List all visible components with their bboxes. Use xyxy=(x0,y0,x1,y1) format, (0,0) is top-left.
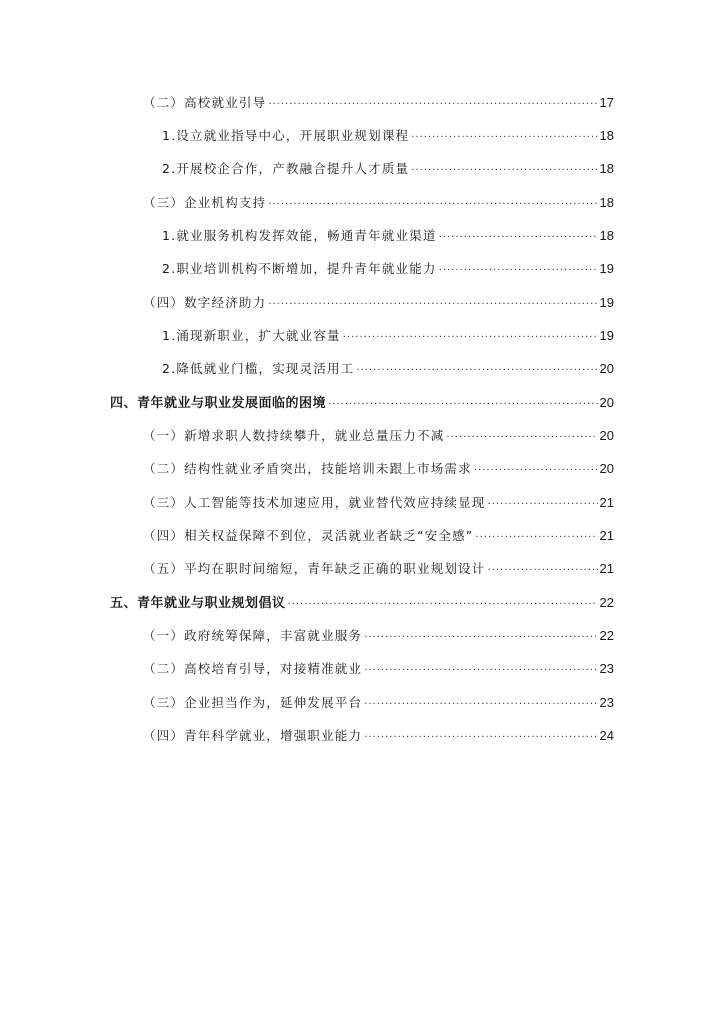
toc-page-number: 19 xyxy=(599,328,614,343)
toc-leader-dots xyxy=(364,727,597,749)
toc-entry[interactable] xyxy=(143,425,614,447)
toc-entry-title: （三）企业机构支持 xyxy=(143,195,267,210)
toc-entry-title: （二）结构性就业矛盾突出，技能培训未跟上市场需求 xyxy=(143,461,472,476)
toc-leader-dots xyxy=(439,260,598,282)
toc-entry[interactable] xyxy=(143,625,614,647)
toc-page-number: 23 xyxy=(599,695,614,710)
toc-leader-dots xyxy=(474,460,598,482)
toc-page-number: 20 xyxy=(599,428,614,443)
toc-entry-title: （三）企业担当作为，延伸发展平台 xyxy=(143,695,363,710)
toc-page-number: 17 xyxy=(599,95,614,110)
toc-leader-dots xyxy=(446,427,597,449)
toc-leader-dots xyxy=(288,594,598,616)
toc-entry-title: （四）数字经济助力 xyxy=(143,295,267,310)
toc-page-number: 23 xyxy=(599,661,614,676)
toc-page-number: 19 xyxy=(599,261,614,276)
toc-entry-title: 五、青年就业与职业规划倡议 xyxy=(110,596,286,611)
toc-leader-dots xyxy=(268,94,597,116)
toc-entry-title: 2.降低就业门槛，实现灵活用工 xyxy=(162,361,355,376)
toc-leader-dots xyxy=(411,127,597,149)
toc-chapter-entry[interactable] xyxy=(110,592,614,614)
toc-entry-title: 2.开展校企合作，产教融合提升人才质量 xyxy=(162,161,410,176)
toc-entry-title: （二）高校培育引导，对接精准就业 xyxy=(143,661,363,676)
toc-leader-dots xyxy=(364,694,597,716)
toc-leader-dots xyxy=(343,327,598,349)
toc-leader-dots xyxy=(488,494,598,516)
toc-entry[interactable] xyxy=(143,292,614,314)
toc-entry[interactable] xyxy=(143,658,614,680)
toc-entry[interactable] xyxy=(143,558,614,580)
toc-leader-dots xyxy=(439,227,598,249)
toc-leader-dots xyxy=(268,194,597,216)
toc-chapter-entry[interactable] xyxy=(110,392,614,414)
toc-page-number: 20 xyxy=(599,361,614,376)
toc-entry[interactable] xyxy=(162,158,614,180)
toc-leader-dots xyxy=(475,527,597,549)
toc-leader-dots xyxy=(356,360,597,382)
toc-entry[interactable] xyxy=(143,525,614,547)
toc-entry-title: （三）人工智能等技术加速应用，就业替代效应持续显现 xyxy=(143,495,486,510)
toc-page-number: 18 xyxy=(599,161,614,176)
toc-page-number: 19 xyxy=(599,295,614,310)
toc-entry-title: （四）青年科学就业，增强职业能力 xyxy=(143,728,363,743)
toc-leader-dots xyxy=(328,394,598,416)
toc-entry-title: （四）相关权益保障不到位，灵活就业者缺乏“安全感” xyxy=(143,528,474,543)
toc-page-number: 20 xyxy=(599,461,614,476)
toc-leader-dots xyxy=(364,627,597,649)
toc-page-number: 22 xyxy=(599,628,614,643)
toc-entry-title: （二）高校就业引导 xyxy=(143,95,267,110)
toc-entry-title: 四、青年就业与职业发展面临的困境 xyxy=(110,396,327,411)
toc-page-number: 20 xyxy=(599,395,614,410)
toc-page-number: 21 xyxy=(599,561,614,576)
toc-leader-dots xyxy=(488,560,598,582)
toc-page-number: 24 xyxy=(599,728,614,743)
toc-entry[interactable] xyxy=(143,725,614,747)
toc-entry-title: （五）平均在职时间缩短，青年缺乏正确的职业规划设计 xyxy=(143,561,486,576)
toc-page-number: 18 xyxy=(599,195,614,210)
toc-entry[interactable] xyxy=(162,358,614,380)
toc-page-number: 18 xyxy=(599,228,614,243)
toc-entry-title: （一）新增求职人数持续攀升，就业总量压力不减 xyxy=(143,428,445,443)
toc-entry-title: 1.就业服务机构发挥效能，畅通青年就业渠道 xyxy=(162,228,437,243)
toc-entry[interactable] xyxy=(143,92,614,114)
toc-page-number: 21 xyxy=(599,528,614,543)
toc-leader-dots xyxy=(411,160,597,182)
toc-entry[interactable] xyxy=(143,492,614,514)
toc-entry[interactable] xyxy=(143,692,614,714)
toc-leader-dots xyxy=(364,660,597,682)
toc-entry[interactable] xyxy=(162,125,614,147)
toc-entry[interactable] xyxy=(162,225,614,247)
toc-entry-title: （一）政府统筹保障，丰富就业服务 xyxy=(143,628,363,643)
toc-entry[interactable] xyxy=(162,325,614,347)
toc-entry-title: 1.设立就业指导中心，开展职业规划课程 xyxy=(162,128,410,143)
toc-entry-title: 1.涌现新职业，扩大就业容量 xyxy=(162,328,341,343)
toc-entry[interactable] xyxy=(162,258,614,280)
toc-leader-dots xyxy=(268,294,597,316)
toc-page-number: 22 xyxy=(599,595,614,610)
toc-page-number: 18 xyxy=(599,128,614,143)
toc-entry[interactable] xyxy=(143,458,614,480)
toc-entry-title: 2.职业培训机构不断增加，提升青年就业能力 xyxy=(162,261,437,276)
toc-page-number: 21 xyxy=(599,495,614,510)
toc-entry[interactable] xyxy=(143,192,614,214)
